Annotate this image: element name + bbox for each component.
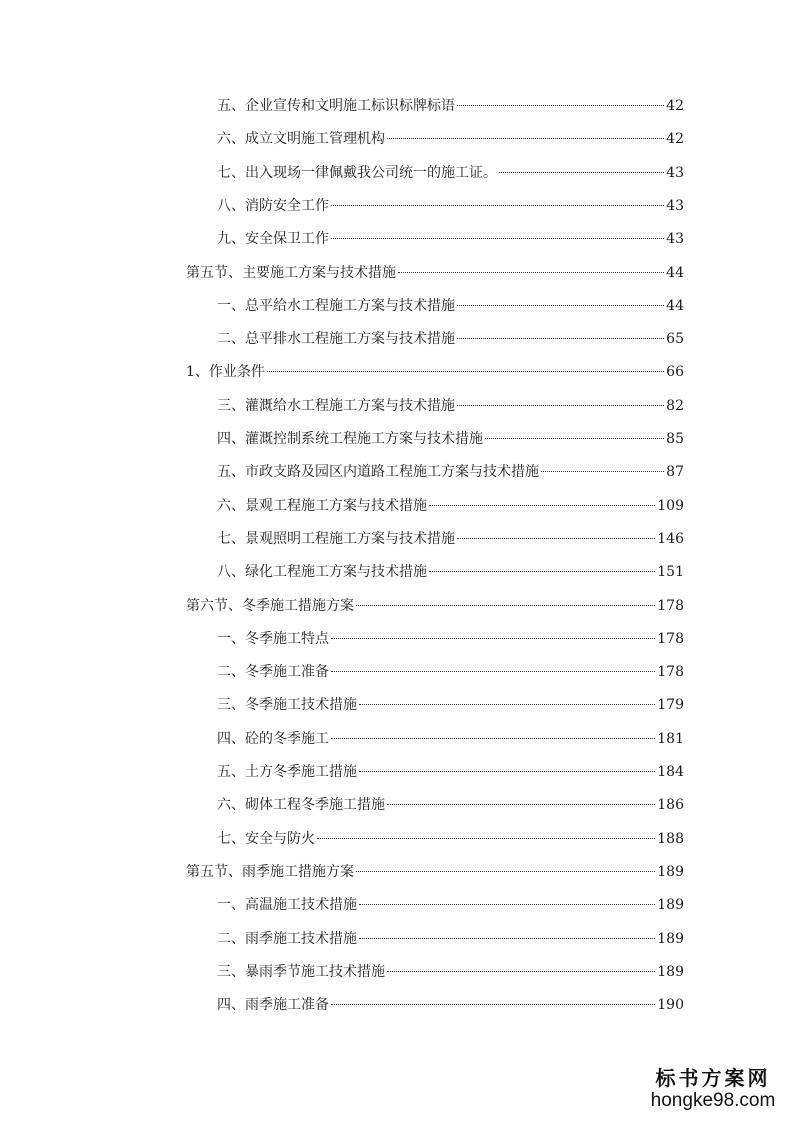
toc-entry-title: 三、暴雨季节施工技术措施: [217, 963, 385, 980]
toc-entry[interactable]: [217, 395, 684, 417]
toc-entry-page: 181: [657, 730, 684, 747]
toc-entry-page: 151: [657, 564, 684, 581]
toc-entry[interactable]: [217, 928, 684, 950]
toc-leader-dots: [457, 538, 655, 539]
toc-leader-dots: [387, 804, 655, 805]
toc-entry[interactable]: [217, 495, 684, 517]
toc-leader-dots: [331, 738, 655, 739]
toc-entry-title: 三、灌溉给水工程施工方案与技术措施: [217, 397, 455, 414]
watermark-url: hongke98.com: [650, 1090, 776, 1111]
toc-entry-page: 87: [666, 464, 684, 481]
toc-entry-title: 四、砼的冬季施工: [217, 730, 329, 747]
toc-entry-page: 146: [657, 530, 684, 547]
toc-entry-page: 43: [666, 197, 684, 214]
toc-leader-dots: [398, 272, 664, 273]
toc-entry[interactable]: [217, 528, 684, 550]
toc-entry-page: 65: [666, 331, 684, 348]
toc-entry-title: 三、冬季施工技术措施: [217, 697, 357, 714]
toc-entry-title: 九、安全保卫工作: [217, 231, 329, 248]
toc-entry[interactable]: [217, 461, 684, 483]
toc-entry-title: 六、成立文明施工管理机构: [217, 131, 385, 148]
toc-entry-title: 七、安全与防火: [217, 830, 315, 847]
toc-entry-page: 42: [666, 131, 684, 148]
toc-entry-title: 第五节、主要施工方案与技术措施: [186, 264, 396, 281]
toc-entry-page: 43: [666, 164, 684, 181]
toc-leader-dots: [359, 904, 655, 905]
toc-entry[interactable]: [217, 628, 684, 650]
toc-leader-dots: [541, 471, 664, 472]
toc-entry-title: 第五节、雨季施工措施方案: [186, 863, 354, 880]
toc-leader-dots: [331, 638, 655, 639]
toc-entry-page: 179: [657, 697, 684, 714]
toc-leader-dots: [317, 838, 655, 839]
toc-entry-page: 189: [657, 930, 684, 947]
toc-leader-dots: [359, 704, 655, 705]
toc-entry[interactable]: [217, 561, 684, 583]
toc-entry[interactable]: [217, 228, 684, 250]
toc-entry-title: 1、作业条件: [186, 364, 265, 381]
toc-entry-page: 85: [666, 431, 684, 447]
toc-leader-dots: [331, 1004, 655, 1005]
toc-entry[interactable]: [217, 95, 684, 117]
toc-entry[interactable]: [217, 195, 684, 217]
toc-entry-title: 一、冬季施工特点: [217, 630, 329, 647]
site-watermark: [649, 1066, 777, 1112]
toc-entry[interactable]: [217, 828, 684, 850]
toc-leader-dots: [356, 871, 655, 872]
toc-entry-page: 66: [666, 364, 684, 381]
toc-entry-title: 二、雨季施工技术措施: [217, 930, 357, 947]
toc-entry-title: 六、景观工程施工方案与技术措施: [217, 497, 427, 514]
toc-entry-title: 五、土方冬季施工措施: [217, 764, 357, 780]
watermark-site-name: 标书方案网: [655, 1066, 771, 1090]
toc-entry-page: 178: [657, 664, 684, 681]
toc-leader-dots: [429, 505, 655, 506]
toc-entry-page: 188: [657, 830, 684, 847]
toc-leader-dots: [359, 771, 655, 772]
toc-entry-page: 44: [666, 264, 684, 281]
toc-entry[interactable]: [217, 994, 684, 1016]
toc-entry-title: 六、砌体工程冬季施工措施: [217, 797, 385, 814]
toc-entry-page: 42: [666, 98, 684, 114]
toc-entry-page: 178: [657, 630, 684, 647]
toc-entry[interactable]: [186, 861, 684, 883]
toc-entry-page: 189: [657, 863, 684, 880]
toc-entry[interactable]: [217, 728, 684, 750]
toc-entry-page: 190: [657, 997, 684, 1014]
toc-leader-dots: [356, 605, 655, 606]
toc-entry-title: 一、高温施工技术措施: [217, 897, 357, 914]
toc-leader-dots: [457, 105, 664, 106]
toc-entry-page: 109: [657, 497, 684, 514]
toc-leader-dots: [267, 371, 664, 372]
toc-entry-page: 178: [657, 597, 684, 614]
toc-entry-title: 八、消防安全工作: [217, 197, 329, 214]
toc-entry-title: 七、景观照明工程施工方案与技术措施: [217, 530, 455, 547]
toc-leader-dots: [429, 571, 655, 572]
toc-entry-title: 四、灌溉控制系统工程施工方案与技术措施: [217, 431, 483, 447]
toc-leader-dots: [331, 671, 655, 672]
toc-leader-dots: [331, 205, 664, 206]
toc-entry[interactable]: [217, 694, 684, 716]
toc-entry-title: 五、市政支路及园区内道路工程施工方案与技术措施: [217, 464, 539, 481]
toc-entry[interactable]: [217, 761, 684, 783]
toc-entry-title: 二、冬季施工准备: [217, 664, 329, 681]
toc-entry[interactable]: [217, 894, 684, 916]
toc-entry-page: 186: [657, 797, 684, 814]
toc-entry[interactable]: [217, 794, 684, 816]
toc-entry-page: 43: [666, 231, 684, 248]
toc-leader-dots: [457, 305, 664, 306]
toc-leader-dots: [485, 438, 664, 439]
toc-entry[interactable]: [217, 961, 684, 983]
toc-entry-title: 第六节、冬季施工措施方案: [186, 597, 354, 614]
toc-entry-page: 189: [657, 897, 684, 914]
toc-leader-dots: [387, 971, 655, 972]
toc-entry-title: 一、总平给水工程施工方案与技术措施: [217, 297, 455, 314]
toc-entry-title: 四、雨季施工准备: [217, 997, 329, 1014]
toc-entry[interactable]: [186, 361, 684, 383]
toc-entry-title: 八、绿化工程施工方案与技术措施: [217, 564, 427, 581]
toc-entry-title: 五、企业宣传和文明施工标识标牌标语: [217, 98, 455, 114]
toc-entry-page: 184: [657, 764, 684, 780]
toc-entry[interactable]: [217, 328, 684, 350]
toc-leader-dots: [387, 138, 664, 139]
toc-leader-dots: [457, 338, 664, 339]
toc-leader-dots: [359, 938, 655, 939]
toc-entry[interactable]: [217, 661, 684, 683]
toc-leader-dots: [457, 405, 664, 406]
toc-entry[interactable]: [217, 428, 684, 450]
toc-entry[interactable]: [217, 295, 684, 317]
toc-entry[interactable]: [186, 262, 684, 284]
toc-leader-dots: [331, 238, 664, 239]
toc-entry[interactable]: [217, 128, 684, 150]
toc-leader-dots: [499, 172, 664, 173]
toc-entry-page: 189: [657, 963, 684, 980]
toc-entry-title: 二、总平排水工程施工方案与技术措施: [217, 331, 455, 348]
toc-entry[interactable]: [186, 595, 684, 617]
toc-entry[interactable]: [217, 162, 684, 184]
toc-entry-page: 82: [666, 397, 684, 414]
toc-entry-page: 44: [666, 297, 684, 314]
toc-entry-title: 七、出入现场一律佩戴我公司统一的施工证。: [217, 164, 497, 181]
